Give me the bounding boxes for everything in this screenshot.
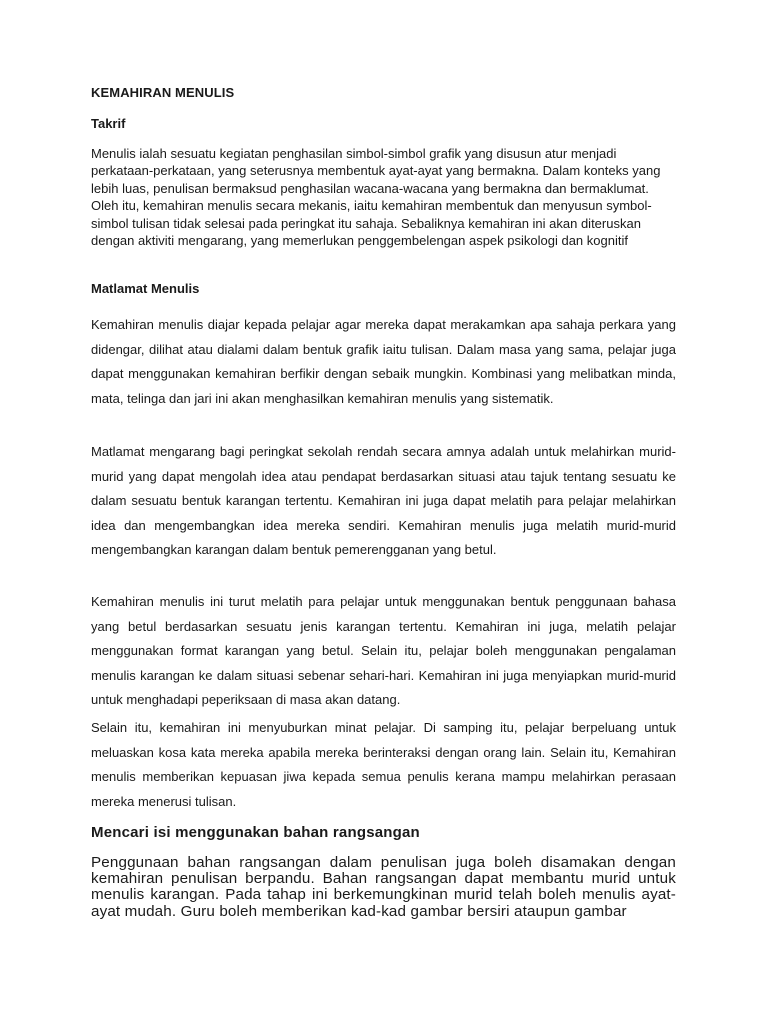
section-heading-mencari: Mencari isi menggunakan bahan rangsangan <box>91 824 420 841</box>
paragraph-matlamat-2: Matlamat mengarang bagi peringkat sekolah rendah secara amnya adalah untuk melahirkan murid-murid yang dapat mengolah idea atau pendapat berdasarkan situasi atau tajuk tentang sesuatu ke dalam sesuatu bentuk karangan tertentu. Kemahiran ini juga dapat melatih para pelajar melahirkan idea dan mengembangkan idea mereka sendiri. Kemahiran menulis juga melatih murid-murid mengembangkan karangan dalam bentuk pemerengganan yang betul. <box>91 444 676 558</box>
paragraph-mencari: Penggunaan bahan rangsangan dalam penulisan juga boleh disamakan dengan kemahiran penulisan berpandu. Bahan rangsangan dapat membantu murid untuk menulis karangan. Pada tahap ini berkemungkinan murid telah boleh menulis ayat-ayat mudah. Guru boleh memberikan kad-kad gambar bersiri ataupun gambar <box>91 854 676 920</box>
document-title: KEMAHIRAN MENULIS <box>91 85 235 100</box>
paragraph-takrif: Menulis ialah sesuatu kegiatan penghasilan simbol-simbol grafik yang disusun atur menjadi perkataan-perkataan, yang seterusnya membentuk ayat-ayat yang bermakna. Dalam konteks yang lebih luas, penulisan bermaksud penghasilan wacana-wacana yang bermakna dan bermaklumat. Oleh itu, kemahiran menulis secara mekanis, iaitu kemahiran membentuk dan menyusun symbol-simbol tulisan tidak selesai pada peringkat itu sahaja. Sebaliknya kemahiran ini akan diteruskan dengan aktiviti mengarang, yang memerlukan penggembelengan aspek psikologi dan kognitif <box>91 146 661 249</box>
paragraph-matlamat-1: Kemahiran menulis diajar kepada pelajar agar mereka dapat merakamkan apa sahaja perkara yang didengar, dilihat atau dialami dalam bentuk grafik iaitu tulisan. Dalam masa yang sama, pelajar juga dapat menggunakan kemahiran berfikir dengan sebaik mungkin. Kombinasi yang melibatkan minda, mata, telinga dan jari ini akan menghasilkan kemahiran menulis yang sistematik. <box>91 317 676 406</box>
section-heading-matlamat: Matlamat Menulis <box>91 281 200 296</box>
paragraph-matlamat-4: Selain itu, kemahiran ini menyuburkan minat pelajar. Di samping itu, pelajar berpeluang untuk meluaskan kosa kata mereka apabila mereka berinteraksi dengan orang lain. Selain itu, Kemahiran menulis memberikan kepuasan jiwa kepada semua penulis kerana mampu melahirkan perasaan mereka menerusi tulisan. <box>91 720 676 809</box>
section-heading-takrif: Takrif <box>91 116 126 131</box>
paragraph-matlamat-3: Kemahiran menulis ini turut melatih para pelajar untuk menggunakan bentuk penggunaan bahasa yang betul berdasarkan sesuatu jenis karangan tertentu. Kemahiran ini juga, melatih pelajar menggunakan format karangan yang betul. Selain itu, pelajar boleh menggunakan pengalaman menulis karangan ke dalam situasi sebenar sehari-hari. Kemahiran ini juga menyiapkan murid-murid untuk menghadapi peperiksaan di masa akan datang. <box>91 594 676 708</box>
